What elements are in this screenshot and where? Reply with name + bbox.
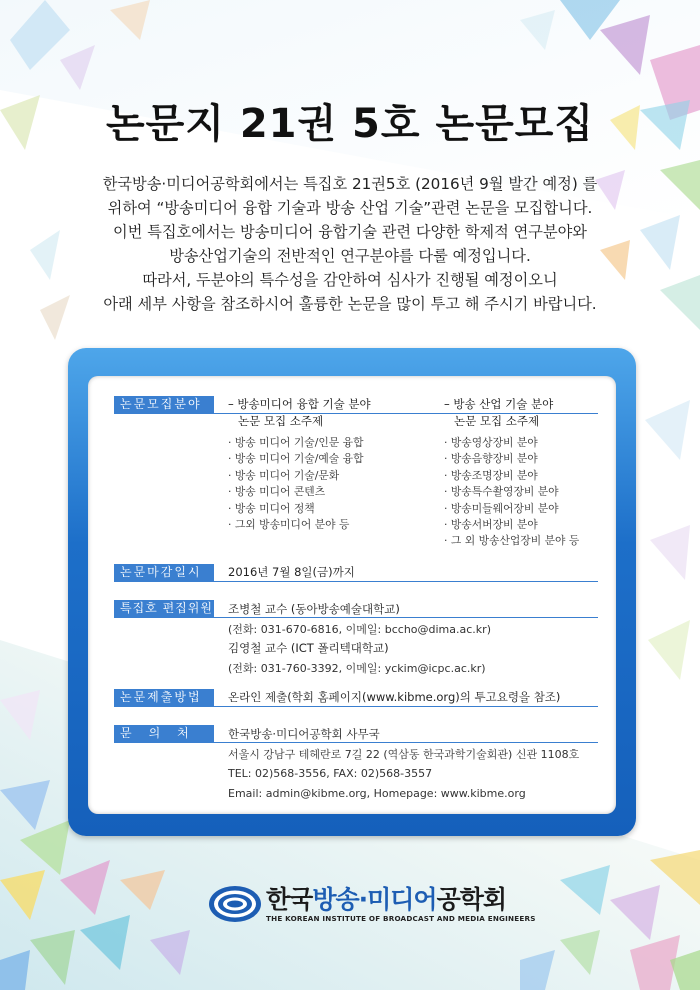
submission-label: 논문제출방법 [114, 689, 214, 706]
society-logo [208, 880, 536, 936]
fields-label: 논문모집분야 [114, 396, 214, 413]
info-panel [88, 376, 616, 814]
list-item: · 그외 방송미디어 분야 등 [228, 518, 350, 532]
logo-name-part: 방송·미디어 [312, 885, 437, 914]
list-item: · 그 외 방송산업장비 분야 등 [444, 534, 580, 548]
editor-name: 김영철 교수 (ICT 폴리텍대학교) [228, 641, 389, 655]
fields-column-industry [444, 396, 579, 550]
inquiry-address: 서울시 강남구 테헤란로 7길 22 (역삼동 한국과학기술회관) 신관 1108호 [228, 747, 580, 761]
list-item: · 방송특수촬영장비 분야 [444, 485, 559, 499]
section-divider [114, 706, 598, 707]
inquiry-phone: TEL: 02)568-3556, FAX: 02)568-3557 [228, 767, 433, 780]
inquiry-web: Email: admin@kibme.org, Homepage: www.kibme.org [228, 786, 526, 800]
page-title: 논문지 21권 5호 논문모집 [105, 101, 595, 147]
section-divider [114, 581, 598, 582]
intro-line: 아래 세부 사항을 참조하시어 훌륭한 논문을 많이 투고 해 주시기 바랍니다. [103, 295, 597, 313]
list-item: · 방송영상장비 분야 [444, 436, 538, 449]
column-heading: – 방송 산업 기술 분야 [444, 397, 554, 411]
submission-value: 온라인 제출(학회 홈페이지(www.kibme.org)의 투고요령을 참조) [228, 690, 561, 704]
list-item: · 방송미들웨어장비 분야 [444, 501, 559, 515]
list-item: · 방송 미디어 기술/인문 융합 [228, 436, 364, 449]
intro-line: 방송산업기술의 전반적인 연구분야를 다룰 예정입니다. [169, 247, 531, 265]
deadline-label: 논문마감일시 [114, 564, 214, 581]
deadline-value: 2016년 7월 8일(금)까지 [228, 565, 355, 579]
inquiry-org: 한국방송·미디어공학회 사무국 [228, 727, 380, 741]
editor-contact: (전화: 031-760-3392, 이메일: yckim@icpc.ac.kr) [228, 661, 486, 675]
list-item: · 방송 미디어 콘텐츠 [228, 485, 326, 499]
list-item: · 방송조명장비 분야 [444, 468, 538, 482]
inquiry-details [228, 725, 579, 803]
info-panel-frame [68, 348, 636, 836]
fields-column-convergence [228, 396, 371, 533]
list-item: · 방송 미디어 기술/예술 융합 [228, 452, 364, 466]
intro-line: 위하여 “방송미디어 융합 기술과 방송 산업 기술”관련 논문을 모집합니다. [107, 199, 593, 217]
logo-english-name: THE KOREAN INSTITUTE OF BROADCAST AND MEDIA ENGINEERS [266, 914, 536, 923]
column-subheading: 논문 모집 소주제 [238, 413, 324, 428]
editors-list [228, 600, 491, 678]
topic-list [228, 435, 371, 533]
editors-label: 특집호 편집위원 [114, 600, 214, 617]
list-item: · 방송서버장비 분야 [444, 518, 538, 532]
intro-line: 이번 특집호에서는 방송미디어 융합기술 관련 다양한 학제적 연구분야와 [113, 223, 587, 241]
logo-name [266, 880, 506, 916]
column-heading: – 방송미디어 융합 기술 분야 [228, 397, 371, 411]
intro-line: 한국방송·미디어공학회에서는 특집호 21권5호 (2016년 9월 발간 예정) 를 [102, 175, 598, 193]
list-item: · 방송 미디어 기술/문화 [228, 468, 340, 482]
list-item: · 방송 미디어 정책 [228, 501, 315, 515]
intro-line: 따라서, 두분야의 특수성을 감안하여 심사가 진행될 예정이오니 [142, 271, 558, 289]
list-item: · 방송음향장비 분야 [444, 452, 538, 466]
inquiry-label: 문의처 [114, 725, 214, 742]
editor-name: 조병철 교수 (동아방송예술대학교) [228, 602, 400, 616]
intro-text [60, 172, 640, 316]
logo-emblem-icon [208, 884, 262, 924]
editor-contact: (전화: 031-670-6816, 이메일: bccho@dima.ac.kr) [228, 622, 491, 636]
column-subheading: 논문 모집 소주제 [454, 413, 540, 428]
logo-name-part: 한국 [266, 885, 313, 914]
topic-list [444, 435, 579, 550]
logo-name-part: 공학회 [436, 885, 507, 914]
